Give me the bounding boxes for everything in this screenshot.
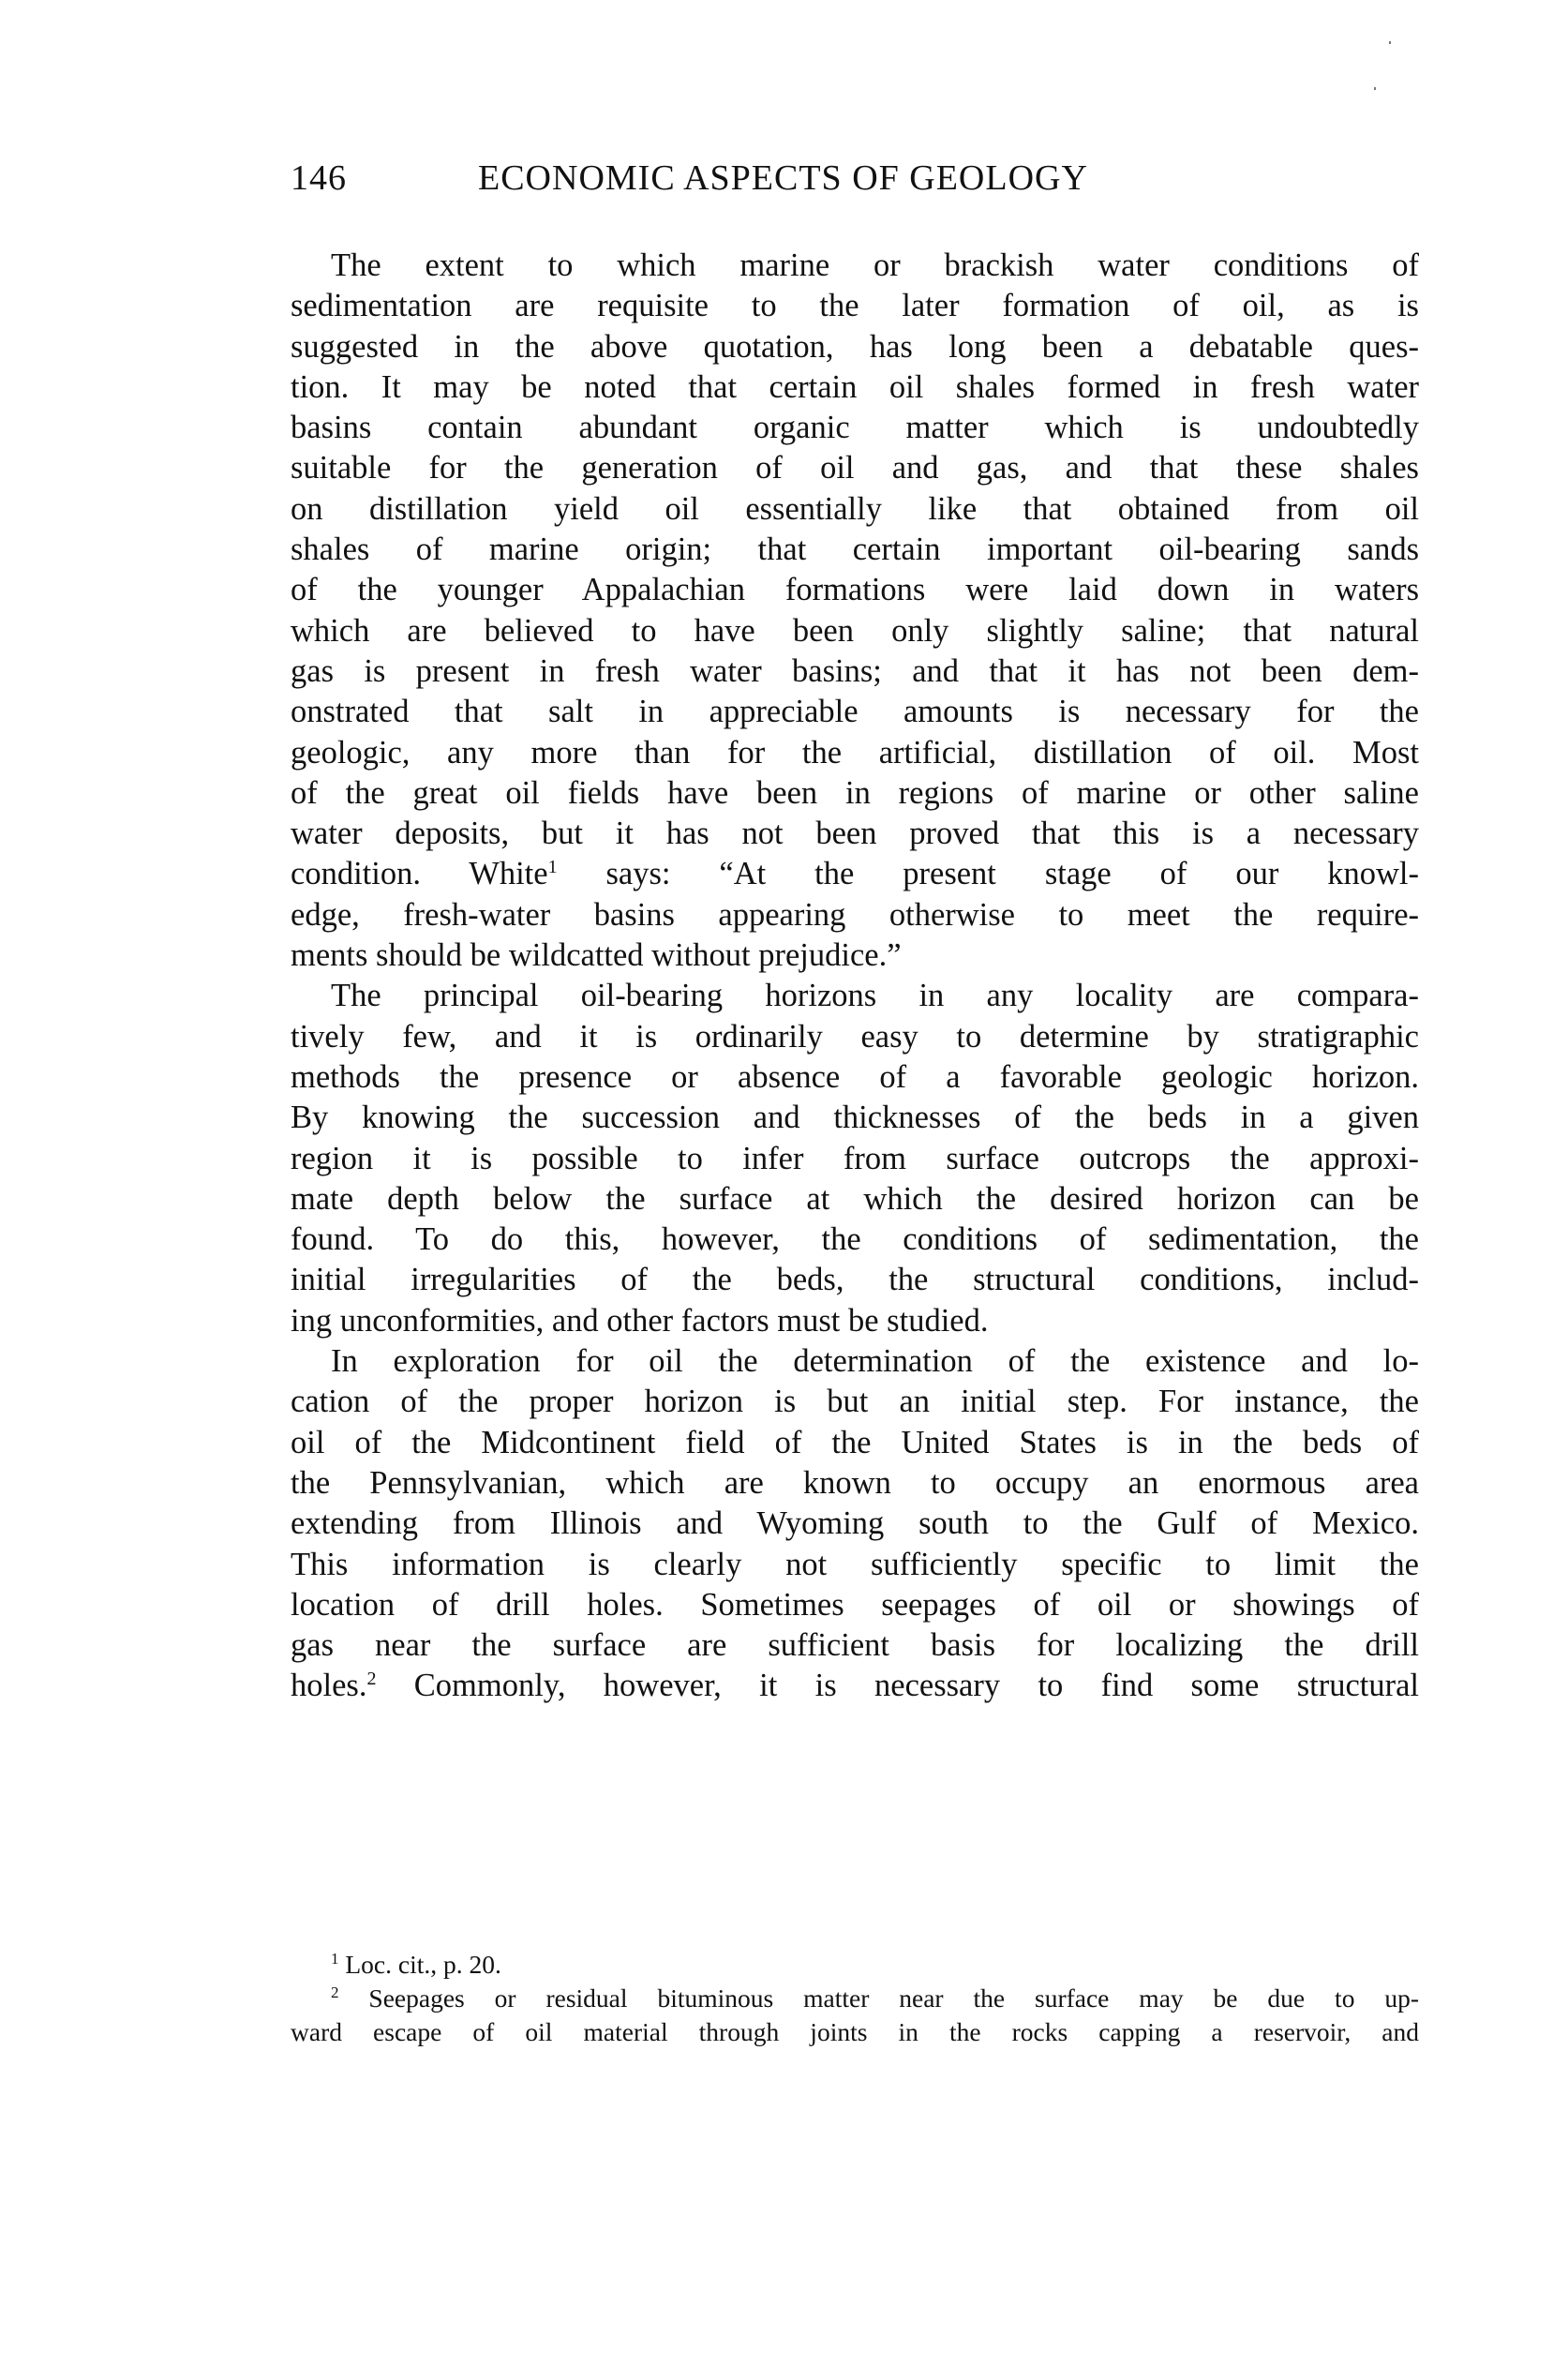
text-line: shales of marine origin; that certain important oil-bearing sands (291, 531, 1419, 568)
text-line: edge, fresh-water basins appearing otherwise to meet the require- (291, 896, 1419, 933)
text-line: initial irregularities of the beds, the structural conditions, includ- (291, 1262, 1419, 1298)
text-line: location of drill holes. Sometimes seepages of oil or showings of (291, 1586, 1419, 1623)
text-line: In exploration for oil the determination of the existence and lo- (331, 1343, 1419, 1380)
text-line: methods the presence or absence of a favorable geologic horizon. (291, 1058, 1419, 1095)
footnote-1 (291, 1948, 1419, 1982)
text-line: tively few, and it is ordinarily easy to determine by stratigraphic (291, 1018, 1419, 1055)
text-line: tion. It may be noted that certain oil shales formed in fresh water (291, 368, 1419, 405)
footnote-2 (291, 1982, 1419, 2015)
text-line: sedimentation are requisite to the later formation of oil, as is (291, 288, 1419, 324)
page-header (291, 157, 1420, 204)
text-line: extending from Illinois and Wyoming south to the Gulf of Mexico. (291, 1505, 1419, 1542)
text-line: of the younger Appalachian formations were laid down in waters (291, 572, 1419, 608)
text-line: suitable for the generation of oil and gas, and that these shales (291, 450, 1419, 486)
scan-speck (1389, 41, 1391, 44)
text-line: on distillation yield oil essentially like that obtained from oil (291, 490, 1419, 527)
running-title: ECONOMIC ASPECTS OF GEOLOGY (478, 158, 1088, 198)
footnote-marker: 2 (331, 1983, 339, 2001)
text-line: onstrated that salt in appreciable amounts is necessary for the (291, 694, 1419, 730)
text-line: suggested in the above quotation, has long been a debatable ques- (291, 328, 1419, 365)
text-span: condition. White (291, 856, 548, 892)
page-number: 146 (291, 158, 347, 198)
text-line: region it is possible to infer from surface outcrops the approxi- (291, 1140, 1419, 1176)
footnote-ref-1[interactable]: 1 (547, 857, 558, 878)
text-line: gas near the surface are sufficient basis for localizing the drill (291, 1627, 1419, 1664)
text-line: oil of the Midcontinent field of the United States is in the beds of (291, 1424, 1419, 1460)
paragraph-3 (291, 1341, 1419, 1707)
text-line: the Pennsylvanian, which are known to occupy an enormous area (291, 1464, 1419, 1501)
text-line: cation of the proper horizon is but an initial step. For instance, the (291, 1384, 1419, 1420)
text-line: basins contain abundant organic matter which is undoubtedly (291, 410, 1419, 446)
text-span: holes. (291, 1668, 367, 1704)
footnote-marker: 1 (331, 1950, 339, 1968)
text-line (291, 1666, 1419, 1706)
text-line: mate depth below the surface at which the desired horizon can be (291, 1180, 1419, 1217)
footnote-ref-2[interactable]: 2 (366, 1669, 377, 1690)
text-line: ments should be wildcatted without prejudice.” (291, 937, 902, 974)
text-line: found. To do this, however, the conditions of sedimentation, the (291, 1221, 1419, 1258)
text-line: This information is clearly not sufficiently specific to limit the (291, 1546, 1419, 1582)
text-line: By knowing the succession and thicknesses of the beds in a given (291, 1100, 1419, 1136)
footnotes (291, 1948, 1419, 2049)
text-line: water deposits, but it has not been proved that this is a necessary (291, 816, 1419, 852)
body-text (291, 246, 1419, 1707)
paragraph-1 (291, 246, 1419, 976)
text-line (291, 854, 1419, 894)
text-line: The extent to which marine or brackish water conditions of (331, 247, 1419, 283)
scan-speck (1374, 87, 1376, 90)
footnote-text: Seepages or residual bituminous matter near the surface may be due to up- (368, 1983, 1420, 2013)
text-span: Commonly, however, it is necessary to find some structural (376, 1668, 1419, 1704)
text-line: The principal oil-bearing horizons in any locality are compara- (331, 978, 1419, 1014)
paragraph-2 (291, 976, 1419, 1341)
footnote-2-continued: ward escape of oil material through joints in the rocks capping a reservoir, and (291, 2017, 1419, 2046)
text-line: which are believed to have been only slightly saline; that natural (291, 612, 1419, 649)
text-span: says: “At the present stage of our knowl- (557, 856, 1419, 892)
text-line: ing unconformities, and other factors must be studied. (291, 1302, 989, 1339)
text-line: geologic, any more than for the artificial, distillation of oil. Most (291, 734, 1419, 771)
text-line: of the great oil fields have been in regions of marine or other saline (291, 774, 1419, 811)
text-line: gas is present in fresh water basins; and that it has not been dem- (291, 652, 1419, 689)
footnote-text: Loc. cit., p. 20. (345, 1950, 501, 1979)
